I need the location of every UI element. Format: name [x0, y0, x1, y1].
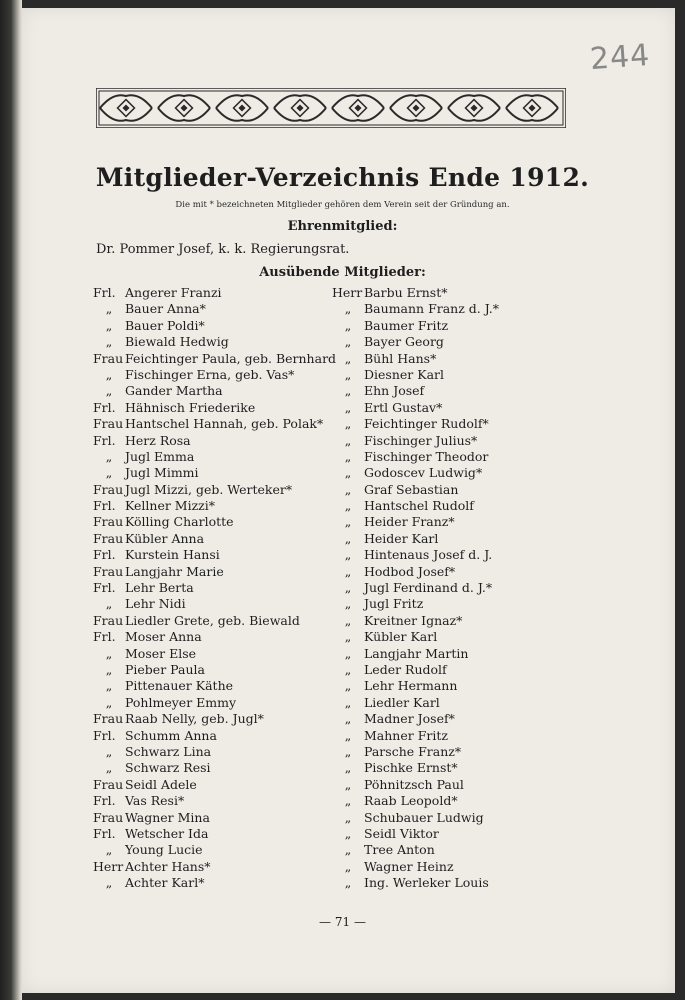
member-name: Heider Karl: [364, 530, 439, 546]
border-motif: [100, 95, 152, 121]
member-row: [332, 859, 532, 875]
member-name: Kübler Karl: [364, 629, 438, 645]
member-row: [93, 498, 343, 514]
member-row: [332, 580, 532, 596]
member-column-left: [93, 285, 343, 891]
member-row: [93, 334, 343, 350]
border-motif: [390, 95, 442, 121]
member-name: Godoscev Ludwig*: [364, 465, 483, 481]
member-name: Liedler Grete, geb. Biewald: [125, 612, 300, 628]
member-title: „: [344, 547, 352, 563]
member-name: Raab Nelly, geb. Jugl*: [125, 711, 264, 727]
member-row: [332, 629, 532, 645]
member-title: „: [105, 334, 113, 350]
member-row: [93, 810, 343, 826]
member-title: „: [344, 727, 352, 743]
member-row: [93, 400, 343, 416]
member-title: „: [344, 694, 352, 710]
member-row: [332, 744, 532, 760]
member-name: Moser Anna: [125, 629, 202, 645]
member-name: Barbu Ernst*: [364, 285, 448, 300]
member-title: Frl.: [93, 793, 116, 809]
member-title: Herr: [93, 858, 124, 874]
member-title: Frl.: [93, 825, 116, 841]
member-row: [332, 662, 532, 678]
member-title: Frau: [93, 530, 124, 546]
member-row: [332, 793, 532, 809]
member-name: Tree Anton: [364, 842, 435, 858]
member-name: Kreitner Ignaz*: [364, 612, 463, 628]
member-name: Jugl Emma: [125, 448, 195, 464]
member-title: „: [105, 645, 113, 661]
member-row: [93, 695, 343, 711]
member-name: Raab Leopold*: [364, 793, 458, 809]
member-row: [332, 400, 532, 416]
member-name: Liedler Karl: [364, 694, 440, 710]
member-name: Ehn Josef: [364, 383, 425, 399]
member-name: Bühl Hans*: [364, 350, 437, 366]
member-title: „: [344, 301, 352, 317]
member-title: „: [105, 383, 113, 399]
member-title: Frau: [93, 514, 124, 530]
member-title: Frau: [93, 612, 124, 628]
member-row: [93, 367, 343, 383]
member-row: [332, 646, 532, 662]
member-row: [93, 416, 343, 432]
member-name: Lehr Hermann: [364, 678, 458, 694]
member-row: [332, 351, 532, 367]
member-row: [93, 859, 343, 875]
member-title: „: [344, 432, 352, 448]
member-name: Wagner Heinz: [364, 858, 454, 874]
member-name: Ing. Werleker Louis: [364, 875, 489, 891]
member-name: Kurstein Hansi: [125, 547, 220, 563]
member-name: Hintenaus Josef d. J.: [364, 547, 493, 563]
member-title: „: [105, 366, 113, 382]
member-title: Frau: [93, 481, 124, 497]
member-title: „: [105, 694, 113, 710]
member-name: Feichtinger Rudolf*: [364, 416, 489, 432]
member-title: „: [344, 481, 352, 497]
member-name: Pöhnitzsch Paul: [364, 776, 464, 792]
member-title: Herr: [332, 285, 363, 300]
member-name: Wetscher Ida: [125, 825, 209, 841]
book-gutter: [0, 0, 22, 1000]
member-name: Fischinger Erna, geb. Vas*: [125, 366, 295, 382]
member-row: [93, 613, 343, 629]
member-title: „: [344, 350, 352, 366]
member-name: Seidl Adele: [125, 776, 197, 792]
member-title: Frau: [93, 350, 124, 366]
member-name: Pittenauer Käthe: [125, 678, 234, 694]
member-row: [332, 318, 532, 334]
member-row: [93, 875, 343, 891]
member-title: Frl.: [93, 399, 116, 415]
member-row: [332, 728, 532, 744]
member-title: „: [344, 743, 352, 759]
member-row: [93, 793, 343, 809]
member-row: [93, 711, 343, 727]
member-title: „: [344, 317, 352, 333]
member-name: Graf Sebastian: [364, 481, 459, 497]
member-title: „: [344, 530, 352, 546]
member-row: [332, 613, 532, 629]
border-motifs: [100, 95, 558, 121]
member-name: Schwarz Resi: [125, 760, 211, 776]
member-title: „: [105, 596, 113, 612]
member-name: Hodbod Josef*: [364, 563, 456, 579]
member-name: Schwarz Lina: [125, 743, 212, 759]
member-name: Bauer Poldi*: [125, 317, 205, 333]
border-motif: [448, 95, 500, 121]
member-name: Jugl Ferdinand d. J.*: [364, 580, 493, 596]
member-row: [93, 728, 343, 744]
member-row: [93, 744, 343, 760]
member-row: [93, 301, 343, 317]
member-title: „: [344, 825, 352, 841]
member-name: Schubauer Ludwig: [364, 809, 484, 825]
member-row: [93, 760, 343, 776]
member-title: „: [344, 334, 352, 350]
member-row: [93, 351, 343, 367]
member-row: [93, 449, 343, 465]
member-title: Frau: [93, 711, 124, 727]
member-name: Achter Karl*: [125, 875, 205, 891]
member-name: Lehr Nidi: [125, 596, 186, 612]
member-title: „: [105, 842, 113, 858]
member-row: [93, 482, 343, 498]
member-name: Seidl Viktor: [364, 825, 439, 841]
member-title: „: [344, 596, 352, 612]
member-title: „: [344, 383, 352, 399]
member-row: [332, 564, 532, 580]
honorary-member: Dr. Pommer Josef, k. k. Regierungsrat.: [96, 242, 350, 257]
member-title: „: [344, 465, 352, 481]
member-title: „: [344, 809, 352, 825]
member-name: Langjahr Martin: [364, 645, 469, 661]
member-row: [332, 433, 532, 449]
member-row: [332, 449, 532, 465]
member-row: [332, 678, 532, 694]
member-title: „: [344, 760, 352, 776]
member-row: [332, 842, 532, 858]
member-name: Kübler Anna: [125, 530, 205, 546]
member-name: Feichtinger Paula, geb. Bernhard: [125, 350, 337, 366]
member-row: [332, 301, 532, 317]
member-name: Achter Hans*: [125, 858, 211, 874]
border-motif: [506, 95, 558, 121]
member-title: Frau: [93, 809, 124, 825]
member-title: „: [344, 366, 352, 382]
member-row: [332, 482, 532, 498]
member-title: „: [105, 448, 113, 464]
member-title: „: [105, 301, 113, 317]
member-name: Parsche Franz*: [364, 743, 462, 759]
member-title: „: [344, 661, 352, 677]
member-row: [93, 547, 343, 563]
member-title: „: [344, 448, 352, 464]
member-name: Mahner Fritz: [364, 727, 448, 743]
member-title: „: [344, 793, 352, 809]
member-title: „: [344, 580, 352, 596]
member-title: „: [105, 317, 113, 333]
member-column-right: [332, 285, 532, 891]
member-row: [93, 514, 343, 530]
member-title: „: [344, 498, 352, 514]
page-title: Mitglieder-Verzeichnis Ende 1912.: [95, 163, 590, 192]
member-row: [93, 318, 343, 334]
member-name: Pischke Ernst*: [364, 760, 458, 776]
member-row: [332, 285, 532, 301]
member-name: Bauer Anna*: [125, 301, 206, 317]
member-row: [332, 777, 532, 793]
member-name: Hähnisch Friederike: [125, 399, 256, 415]
member-row: [93, 580, 343, 596]
border-motif: [332, 95, 384, 121]
member-name: Schumm Anna: [125, 727, 217, 743]
active-heading: Ausübende Mitglieder:: [259, 265, 426, 280]
border-motif: [216, 95, 268, 121]
member-name: Biewald Hedwig: [125, 334, 229, 350]
member-title: Frl.: [93, 432, 116, 448]
member-title: „: [105, 465, 113, 481]
member-name: Jugl Fritz: [364, 596, 424, 612]
member-title: „: [344, 875, 352, 891]
member-name: Jugl Mizzi, geb. Werteker*: [125, 481, 293, 497]
member-name: Fischinger Theodor: [364, 448, 489, 464]
member-row: [93, 678, 343, 694]
member-name: Pohlmeyer Emmy: [125, 694, 237, 710]
member-name: Hantschel Rudolf: [364, 498, 474, 514]
member-row: [332, 531, 532, 547]
member-name: Leder Rudolf: [364, 661, 447, 677]
member-title: Frl.: [93, 629, 116, 645]
member-name: Pieber Paula: [125, 661, 205, 677]
member-row: [93, 531, 343, 547]
border-motif: [158, 95, 210, 121]
member-name: Bayer Georg: [364, 334, 444, 350]
member-title: „: [105, 875, 113, 891]
member-name: Moser Else: [125, 645, 197, 661]
member-name: Heider Franz*: [364, 514, 455, 530]
honorary-heading: Ehrenmitglied:: [287, 219, 398, 234]
member-title: „: [105, 743, 113, 759]
member-title: „: [105, 661, 113, 677]
member-row: [332, 875, 532, 891]
member-title: „: [344, 514, 352, 530]
member-name: Langjahr Marie: [125, 563, 224, 579]
member-name: Gander Martha: [125, 383, 223, 399]
member-row: [332, 596, 532, 612]
member-name: Lehr Berta: [125, 580, 194, 596]
member-name: Young Lucie: [125, 842, 203, 858]
member-row: [93, 465, 343, 481]
member-row: [332, 514, 532, 530]
member-title: „: [344, 612, 352, 628]
member-name: Wagner Mina: [125, 809, 210, 825]
member-row: [332, 498, 532, 514]
member-title: „: [105, 678, 113, 694]
member-title: „: [344, 399, 352, 415]
member-row: [93, 777, 343, 793]
member-title: „: [344, 645, 352, 661]
member-title: Frl.: [93, 547, 116, 563]
member-row: [93, 629, 343, 645]
member-name: Angerer Franzi: [125, 285, 222, 300]
member-row: [332, 826, 532, 842]
member-row: [93, 842, 343, 858]
member-name: Diesner Karl: [364, 366, 444, 382]
member-row: [332, 367, 532, 383]
member-name: Kellner Mizzi*: [125, 498, 216, 514]
border-motif: [274, 95, 326, 121]
member-title: Frl.: [93, 498, 116, 514]
member-name: Ertl Gustav*: [364, 399, 443, 415]
member-row: [332, 810, 532, 826]
member-name: Baumer Fritz: [364, 317, 449, 333]
member-row: [332, 334, 532, 350]
member-title: Frl.: [93, 580, 116, 596]
member-name: Baumann Franz d. J.*: [364, 301, 499, 317]
member-title: „: [105, 760, 113, 776]
member-row: [93, 383, 343, 399]
member-row: [93, 564, 343, 580]
member-name: Hantschel Hannah, geb. Polak*: [125, 416, 324, 432]
member-name: Fischinger Julius*: [364, 432, 478, 448]
member-title: Frau: [93, 416, 124, 432]
member-row: [93, 596, 343, 612]
member-title: Frau: [93, 776, 124, 792]
member-title: „: [344, 776, 352, 792]
member-title: „: [344, 858, 352, 874]
member-title: „: [344, 842, 352, 858]
founding-note: Die mit * bezeichneten Mitglieder gehören dem Verein seit der Gründung an.: [175, 200, 510, 210]
member-row: [332, 760, 532, 776]
member-name: Kölling Charlotte: [125, 514, 234, 530]
member-row: [332, 547, 532, 563]
member-title: Frl.: [93, 727, 116, 743]
member-row: [93, 285, 343, 301]
member-title: Frl.: [93, 285, 116, 300]
member-name: Jugl Mimmi: [125, 465, 199, 481]
member-title: Frau: [93, 563, 124, 579]
member-row: [332, 695, 532, 711]
member-row: [332, 416, 532, 432]
page-number: — 71 —: [319, 915, 366, 929]
member-title: „: [344, 629, 352, 645]
member-name: Madner Josef*: [364, 711, 455, 727]
ornamental-border: [96, 88, 566, 128]
member-title: „: [344, 711, 352, 727]
member-title: „: [344, 563, 352, 579]
member-title: „: [344, 678, 352, 694]
member-row: [332, 383, 532, 399]
member-row: [332, 465, 532, 481]
member-row: [93, 646, 343, 662]
member-row: [93, 433, 343, 449]
member-title: „: [344, 416, 352, 432]
member-name: Herz Rosa: [125, 432, 191, 448]
member-name: Vas Resi*: [125, 793, 185, 809]
handwritten-page-number: 244: [588, 37, 652, 78]
member-row: [93, 826, 343, 842]
member-row: [93, 662, 343, 678]
member-row: [332, 711, 532, 727]
